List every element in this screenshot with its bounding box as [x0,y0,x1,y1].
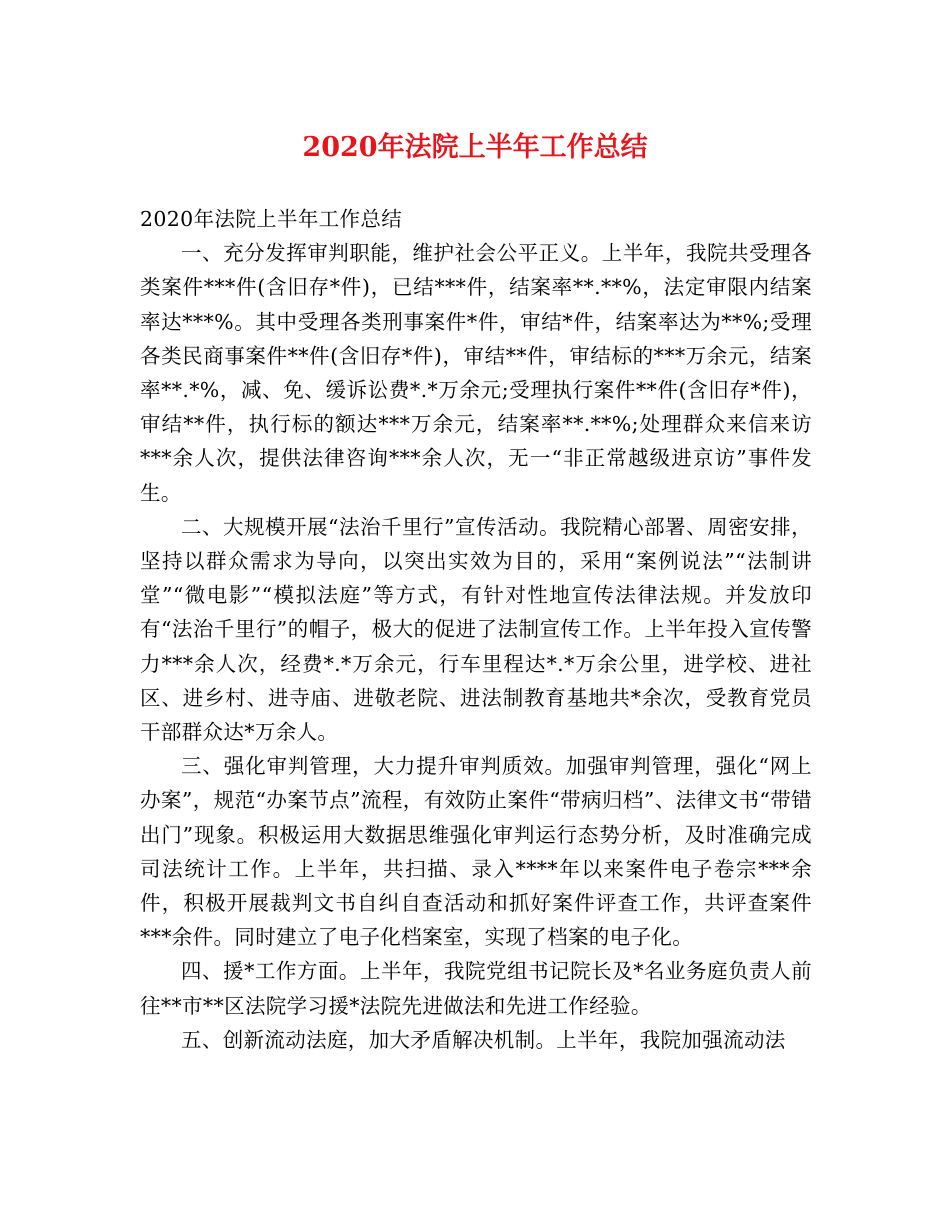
document-title: 2020年法院上半年工作总结 [302,132,648,163]
document-body [140,202,812,1057]
paragraph-1: 一、充分发挥审判职能，维护社会公平正义。上半年，我院共受理各类案件***件(含旧存*件)，已结***件，结案率**.**%，法定审限内结案率达***%。其中受理各类刑事案件*件，审结*件，结案率达为**%;受理各类民商事案件**件(含旧存*件)，审结**件，审结标的***万余元，结案率**.*%，减、免、缓诉讼费*.*万余元;受理执行案件**件(含旧存*件)，审结**件，执行标的额达***万余元，结案率**.**%;处理群众来信来访***余人次，提供法律咨询***余人次，无一“非正常越级进京访”事件发生。 [140,241,812,505]
paragraph-4: 四、援*工作方面。上半年，我院党组书记院长及*名业务庭负责人前往**市**区法院学习援*法院先进做法和先进工作经验。 [140,959,812,1018]
paragraph-5: 五、创新流动法庭，加大矛盾解决机制。上半年，我院加强流动法 [181,1027,786,1052]
document-subtitle: 2020年法院上半年工作总结 [140,207,403,231]
paragraph-3: 三、强化审判管理，大力提升审判质效。加强审判管理，强化“网上办案”，规范“办案节点”流程，有效防止案件“带病归档”、法律文书“带错出门”现象。积极运用大数据思维强化审判运行态势分析，及时准确完成司法统计工作。上半年，共扫描、录入****年以来案件电子卷宗***余件，积极开展裁判文书自纠自查活动和抓好案件评查工作，共评查案件***余件。同时建立了电子化档案室，实现了档案的电子化。 [140,754,812,950]
paragraph-2: 二、大规模开展“法治千里行”宣传活动。我院精心部署、周密安排，坚持以群众需求为导向，以突出实效为目的，采用“案例说法”“法制讲堂”“微电影”“模拟法庭”等方式，有针对性地宣传法律法规。并发放印有“法治千里行”的帽子，极大的促进了法制宣传工作。上半年投入宣传警力***余人次，经费*.*万余元，行车里程达*.*万余公里，进学校、进社区、进乡村、进寺庙、进敬老院、进法制教育基地共*余次，受教育党员干部群众达*万余人。 [140,514,812,745]
